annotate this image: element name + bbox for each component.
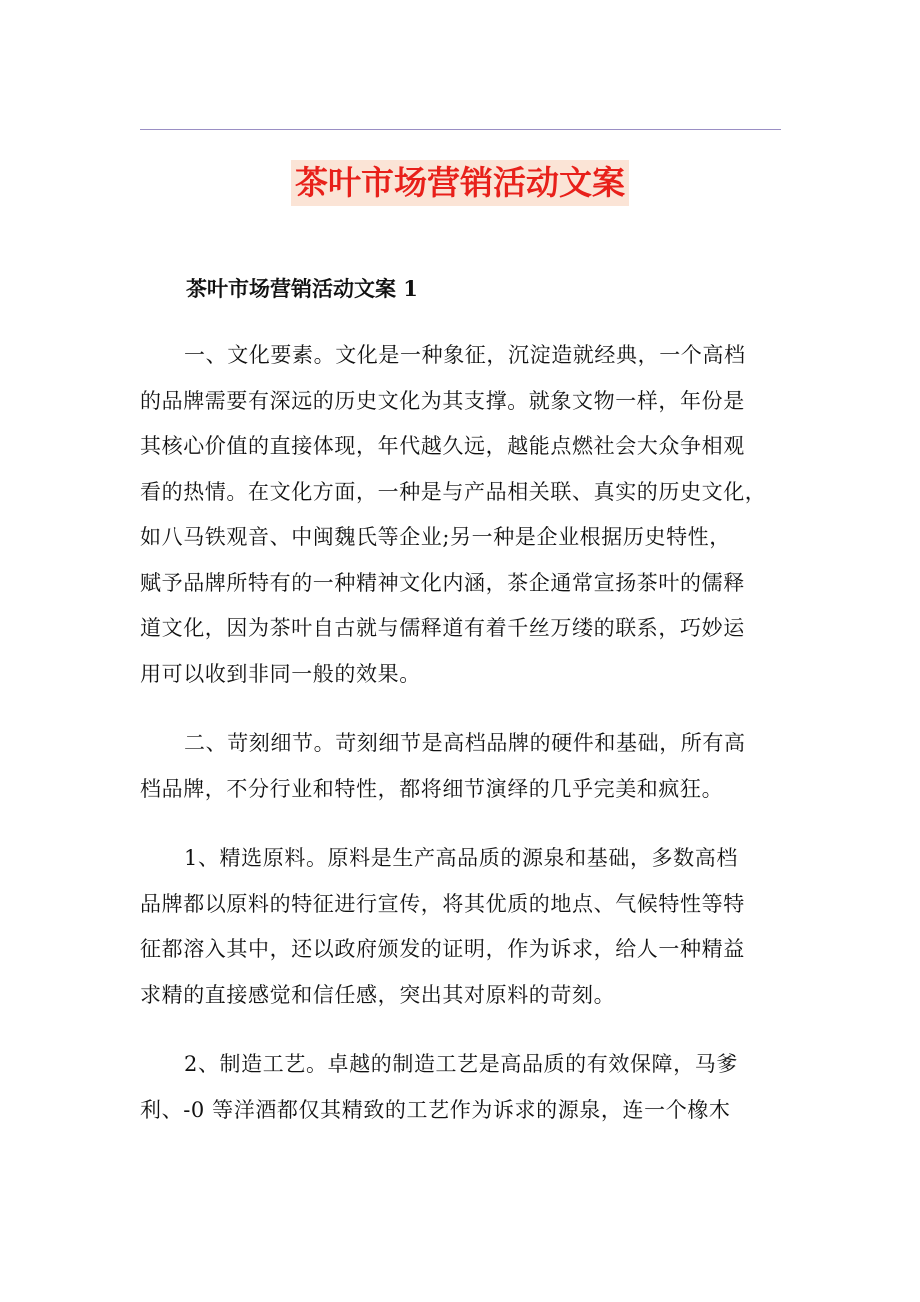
paragraph-line: 2、制造工艺。卓越的制造工艺是高品质的有效保障，马爹 <box>184 1052 738 1076</box>
paragraph-craftsmanship <box>140 1042 780 1133</box>
paragraph-line: 用可以收到非同一般的效果。 <box>140 661 421 686</box>
paragraph-line: 的品牌需要有深远的历史文化为其支撑。就象文物一样，年份是 <box>140 388 745 413</box>
paragraph-line: 档品牌，不分行业和特性，都将细节演绎的几乎完美和疯狂。 <box>140 776 724 801</box>
paragraph-line: 1、精选原料。原料是生产高品质的源泉和基础，多数高档 <box>184 846 738 870</box>
header-divider <box>140 129 781 130</box>
paragraph-line: 二、苛刻细节。苛刻细节是高档品牌的硬件和基础，所有高 <box>184 731 746 755</box>
paragraph-culture <box>140 333 780 697</box>
paragraph-line: 其核心价值的直接体现，年代越久远，越能点燃社会大众争相观 <box>140 434 745 458</box>
paragraph-line: 征都溶入其中，还以政府颁发的证明，作为诉求，给人一种精益 <box>140 937 745 961</box>
paragraph-line: 看的热情。在文化方面，一种是与产品相关联、真实的历史文化， <box>140 479 767 504</box>
paragraph-details <box>140 721 780 812</box>
section-heading: 茶叶市场营销活动文案 1 <box>186 276 418 301</box>
paragraph-line: 如八马铁观音、中闽魏氏等企业;另一种是企业根据历史特性， <box>140 525 731 549</box>
paragraph-line: 道文化，因为茶叶自古就与儒释道有着千丝万缕的联系，巧妙运 <box>140 616 745 640</box>
title-container <box>0 160 920 206</box>
paragraph-line: 求精的直接感觉和信任感，突出其对原料的苛刻。 <box>140 982 616 1007</box>
paragraph-line: 利、-0 等洋酒都仅其精致的工艺作为诉求的源泉，连一个橡木 <box>140 1097 731 1122</box>
paragraph-line: 一、文化要素。文化是一种象征，沉淀造就经典，一个高档 <box>184 343 746 367</box>
paragraph-raw-materials <box>140 836 780 1018</box>
document-body <box>140 266 780 1157</box>
document-title: 茶叶市场营销活动文案 <box>291 160 629 206</box>
paragraph-line: 赋予品牌所特有的一种精神文化内涵，茶企通常宣扬茶叶的儒释 <box>140 570 745 595</box>
paragraph-line: 品牌都以原料的特征进行宣传，将其优质的地点、气候特性等特 <box>140 891 745 916</box>
